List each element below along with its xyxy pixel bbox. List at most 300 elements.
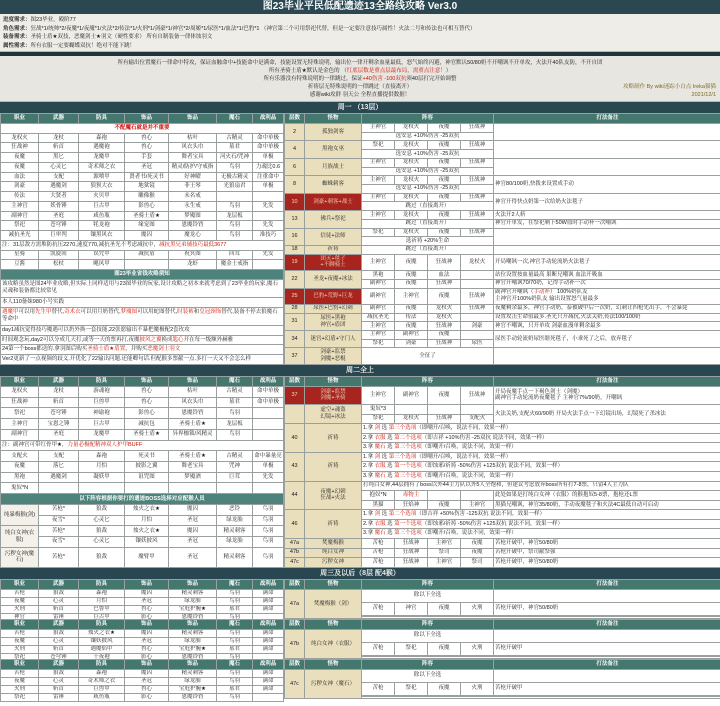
req-progress: [3, 16, 717, 25]
equip-cell: 心灵匕: [39, 162, 79, 172]
credits-date: 2021/12/1: [691, 92, 716, 98]
equip-cell: 神谕袍: [79, 408, 125, 419]
column-header: 饰品: [125, 660, 169, 670]
equip-cell: 满命: [253, 677, 284, 685]
equip-cell: 魔金士戒指: [217, 260, 253, 270]
equip-cell: 兽心: [125, 143, 169, 153]
monster-cell: 信徒+法师: [305, 228, 362, 245]
equipment-table: [0, 619, 284, 662]
equip-cell: 精灵刺客: [169, 670, 217, 678]
equip-cell: 苦枪*: [39, 504, 79, 515]
equip-cell: 墓君: [217, 645, 253, 653]
note-cell: [494, 141, 720, 158]
lineup-cell: 龙权火: [395, 176, 428, 185]
equip-cell: 绿龙胎: [169, 597, 217, 605]
equip-cell: 圣冠: [169, 547, 217, 567]
equip-cell: 鸟羽: [217, 201, 253, 211]
column-header: 职业: [1, 660, 39, 670]
floor-cell: 34: [285, 331, 305, 348]
general-notes-block: [0, 56, 720, 102]
week3-equipment-table: [0, 659, 284, 699]
equip-cell: 心灵: [39, 677, 79, 685]
week3-equipment-table: [0, 579, 284, 619]
equip-cell: 魔囚: [169, 504, 217, 515]
equip-cell: 命中单极: [253, 387, 284, 398]
monster-cell: 佛兵+祭祀: [305, 211, 362, 228]
equip-cell: 减抗包: [125, 419, 169, 430]
equipment-table: [0, 113, 284, 365]
column-header: 层数: [285, 580, 305, 590]
lineup-cell: 主神官: [362, 322, 395, 331]
week3-floor-table: [284, 579, 720, 619]
equip-cell: 地狱镜: [125, 182, 169, 192]
column-header: 层数: [285, 660, 305, 670]
note-cell: 苦枪开破甲，神官50/80奶: [494, 558, 720, 568]
page-title: 图23毕业平民低配遗迹13全路线攻略 Ver3.0: [0, 0, 720, 14]
floor-cell: 46: [285, 510, 305, 539]
column-header: 打法备注: [494, 580, 720, 590]
equip-cell: 梦魇图: [169, 211, 217, 221]
equip-cell: 巨审判: [39, 231, 79, 241]
column-header: 怪物: [305, 114, 362, 124]
equip-cell: 墓君: [217, 397, 253, 408]
wide-note-cell: 2.拿 衣服 选 第一个选项（即蚀邪/祈祷 -50%伤害 +125双抗 说法不同，效果一样）: [362, 462, 720, 472]
lineup-cell: 苦枪: [362, 642, 395, 655]
note-cell: 此处如果是打纯白女神（衣服）的猴抱奴5-8票，抱枪还L票: [494, 491, 720, 501]
equip-cell: 狼裁: [39, 590, 79, 598]
column-header: 职业: [1, 620, 39, 630]
column-header: 阵容: [362, 377, 494, 387]
note-cell: [494, 630, 720, 643]
class-cell: 火刑: [1, 605, 39, 613]
equip-cell: 苍穹锤: [39, 221, 79, 231]
equip-cell: 精灵刺客: [217, 547, 253, 567]
req-text: 所有衣服一定要蝴蝶双抗！绝对不能下跳！: [30, 42, 136, 49]
equip-cell: 命中暴量亮: [253, 451, 284, 462]
equip-cell: 斩首: [39, 685, 79, 693]
equip-cell: 精灵刺客: [169, 590, 217, 598]
column-header: 武器: [39, 114, 79, 124]
req-label: 装备需求：: [3, 34, 31, 40]
lineup-cell: 剑豪: [395, 339, 428, 348]
floor-cell: 10: [285, 193, 305, 210]
lineup-cell: 火刑: [461, 602, 494, 615]
lineup-cell: 狂战神: [461, 176, 494, 185]
equip-cell: 鸟羽: [217, 637, 253, 645]
equip-cell: 绿龙胎: [217, 515, 253, 526]
equip-cell: 满命: [253, 670, 284, 678]
column-header: 防具: [79, 620, 125, 630]
equip-cell: 心灵: [39, 597, 79, 605]
equip-cell: 绿龙胎: [217, 537, 253, 548]
equip-cell: 恶铃: [217, 504, 253, 515]
monster-cell: 蜘蛛刺客: [305, 176, 362, 193]
lineup-cell: 夜魔: [428, 176, 461, 185]
equip-cell: 圣冠: [125, 677, 169, 685]
column-header: 阵容: [362, 620, 494, 630]
equip-cell: 鸟羽: [217, 408, 253, 419]
lineup-cell: 选安息 +10%伤害 -25双抗: [362, 167, 494, 176]
week3-floor-table: [284, 659, 720, 699]
lineup-cell: 跳过（直接离开）: [362, 202, 494, 211]
monster-cell: 夜魔+幻刺 狂战+火法: [305, 481, 362, 510]
floor-cell: 47b: [285, 630, 305, 659]
class-cell: 夜魔: [1, 597, 39, 605]
equip-cell: [253, 192, 284, 202]
week3-floor-table: [284, 619, 720, 659]
equip-cell: 鸟羽: [217, 590, 253, 598]
lineup-cell: 龙权火: [395, 414, 428, 424]
week2-section: [0, 376, 720, 568]
equip-cell: 鸟羽: [217, 597, 253, 605]
note-cell: 神官开嘲讽70/70奶，记得手动补一次: [494, 279, 720, 288]
class-cell: 龙权火: [1, 387, 39, 398]
monster-cell: 月族战士: [305, 158, 362, 175]
note-row: 24第一个boss都送的.拿羽图后购买圣骑士盾★盾置，并购买恶魔剑士羽文: [1, 345, 284, 355]
lineup-cell: 夜魔: [395, 279, 428, 288]
class-cell: 副神官: [1, 211, 39, 221]
equip-cell: [217, 483, 253, 494]
floor-cell: 8: [285, 176, 305, 193]
lineup-cell: 祭司: [461, 558, 494, 568]
lineup-cell: 主神官: [362, 193, 395, 202]
equip-cell: 圣庭: [39, 429, 79, 440]
lineup-cell: 选安息 +10%伤害 -25双抗: [362, 185, 494, 194]
equip-cell: 枯叶: [169, 133, 217, 143]
class-cell: 血法: [1, 172, 39, 182]
equip-cell: 魔囚: [125, 630, 169, 638]
column-header: 饰品: [169, 660, 217, 670]
note-cell: [494, 158, 720, 175]
equip-cell: 兽心: [125, 387, 169, 398]
equip-cell: 未名戒: [169, 192, 217, 202]
equip-cell: 龙杖: [39, 133, 79, 143]
equip-cell: 兽心: [125, 133, 169, 143]
equipment-table: [0, 659, 284, 702]
equip-cell: 巴鲁甲: [79, 605, 125, 613]
equip-cell: 鸟羽: [253, 504, 284, 515]
equip-cell: 命中单极: [253, 143, 284, 153]
wide-note-cell: 1.拿 剑 选 第二个选项（即吉祥 +50%伤害 -125双抗 说法不同，效果一样）: [362, 510, 720, 520]
equip-cell: 死灵书: [125, 451, 169, 462]
lineup-cell: 夜魔: [461, 539, 494, 549]
lineup-cell: 龙权火: [428, 304, 461, 313]
equip-cell: 咒神: [217, 462, 253, 473]
lineup-cell: 夜魔: [395, 304, 428, 313]
equip-cell: 好神曜: [169, 172, 217, 182]
wide-note-cell: 1.拿 剑 选 第三个选项（即嘲开/召唤，说法不同，效果一样）: [362, 424, 720, 434]
column-header: 层数: [285, 114, 305, 124]
banner-teal: 以下阵容根据你要打的遗迹BOSS选择对应配猴人员: [1, 494, 284, 505]
equip-cell: 鸟羽: [253, 547, 284, 567]
class-cell: 苦枪: [1, 670, 39, 678]
general-note-line: 所有输出位置魔石一律命中特攻，保证血触命中+技能命中是满命，技能设置无特殊说明，输出位一律开剩余血量最低，怒气始终闪避，神官默认50/80奶不开嘲讽不开单攻，火法开40队友防，不开自团: [117, 60, 603, 66]
equip-cell: 鸟羽: [253, 515, 284, 526]
lineup-cell: 狂战神: [428, 339, 461, 348]
lineup-cell: 夜魔: [428, 124, 461, 133]
floor-cell: 47c: [285, 670, 305, 699]
class-cell: 支配火: [1, 451, 39, 462]
floor-cell: 16: [285, 228, 305, 245]
section-bar-week1: 周一 （13层）: [0, 102, 720, 113]
equipment-table: [0, 579, 284, 622]
wide-note-cell: 3.拿 魔石 选 第三个选项（即嘲开/召唤，说法不同，效果一样）: [362, 529, 720, 539]
lineup-cell: 苦枪: [362, 602, 395, 615]
equip-cell: 奇术师之衣: [79, 677, 125, 685]
equip-cell: 巨兽甲: [79, 685, 125, 693]
equip-cell: 兽心: [125, 645, 169, 653]
equip-cell: 宝庭护腕★: [169, 645, 217, 653]
floor-cell: 47a: [285, 590, 305, 619]
floor-cell: 40: [285, 424, 305, 453]
lineup-cell: 主神官: [461, 500, 494, 510]
column-header: 阵容: [362, 660, 494, 670]
class-cell: 减抗圣光: [1, 231, 39, 241]
class-cell: 神官: [1, 613, 39, 621]
column-header: 打法备注: [494, 114, 720, 124]
column-header: 防具: [79, 114, 125, 124]
floor-table: [284, 659, 720, 699]
note-cell: 神官80/100奶,快拨来设置成手动: [494, 176, 720, 193]
note-cell: 黑猫兄嘲讽，神官35/80奶，手动夜魔毯子和火法4C最低自动可启动: [494, 500, 720, 510]
lineup-cell: 跳过（直接离开）: [362, 219, 494, 228]
equip-cell: 墓君: [217, 685, 253, 693]
week3-subtable-1: [0, 579, 720, 619]
equip-cell: 斩首: [39, 397, 79, 408]
equip-cell: 巨古甲: [79, 613, 125, 621]
lineup-cell: 祭祀: [362, 339, 395, 348]
equip-cell: 鸟羽: [217, 613, 253, 621]
equip-cell: 恩魔铃铛: [169, 221, 217, 231]
lineup-cell: 苦枪: [362, 539, 395, 549]
lineup-cell: 狂战神: [461, 387, 494, 405]
equip-cell: 绿龙胎: [169, 637, 217, 645]
equip-cell: 千夜袍: [79, 653, 125, 661]
floor-cell: 43: [285, 452, 305, 481]
wide-note-cell: 3.拿 魔石 选 第三个选项（即嘲开/召唤，说法不同，效果一样）: [362, 443, 720, 453]
req-roles: [3, 25, 717, 34]
equip-cell: 镶妖披风: [125, 537, 169, 548]
lineup-cell: 夜魔: [428, 602, 461, 615]
equip-cell: 舞者宝具: [169, 153, 217, 163]
lineup-cell: 副神官: [395, 387, 428, 405]
class-cell: 副神官: [1, 429, 39, 440]
equip-cell: 圣庭: [39, 211, 79, 221]
equip-cell: 影心: [125, 653, 169, 661]
boss-group-label: 纯白女神(衣服): [1, 526, 39, 547]
class-cell: 星骑: [1, 250, 39, 260]
wide-note-cell: 打纯白女神,44层拥有了boss以外44主力队以外5人全饱和，但建议考虑放弃boss所有打7-8票，只留4人主力队: [362, 481, 720, 491]
equip-cell: 准技巧: [253, 231, 284, 241]
class-cell: 主神官: [1, 419, 39, 430]
column-header: 打法备注: [494, 660, 720, 670]
credits: [623, 83, 716, 99]
note-cell: 神官开单发，在祭祀剩下50W血时手动补一次嘲讽: [494, 219, 720, 228]
column-header: 打法备注: [494, 620, 720, 630]
monster-cell: 尿医+黑袍 神官+盾团: [305, 313, 362, 330]
lineup-cell: 跳过（直接离开）: [362, 246, 494, 255]
equip-cell: 烛火之衣★: [79, 630, 125, 638]
boss-group-label: 纯暴梅猴(剑): [1, 504, 39, 525]
equip-cell: 雷锤: [39, 613, 79, 621]
equip-cell: 龙虾: [169, 260, 217, 270]
class-cell: 火刑: [1, 645, 39, 653]
equip-cell: 满命: [253, 605, 284, 613]
lineup-cell: 神官: [395, 602, 428, 615]
lineup-cell: [428, 491, 461, 501]
floor-cell: 6: [285, 158, 305, 175]
class-cell: 夜魔: [1, 677, 39, 685]
equip-cell: [253, 693, 284, 701]
equip-cell: 夜雪*: [39, 515, 79, 526]
equip-cell: 镶黑风衣: [79, 231, 125, 241]
equip-cell: 凝妖甲: [79, 472, 125, 483]
lineup-cell: 祭祀: [362, 141, 395, 150]
general-note-line: 感谢wiki攻群 羽天公 全程直播提供数据！: [309, 92, 411, 98]
note-cell: 苦枪开破甲: [494, 642, 720, 655]
equip-cell: 森袍: [79, 590, 125, 598]
lineup-cell: 毒物主: [395, 491, 428, 501]
equip-cell: 光狼扇君: [217, 182, 253, 192]
equip-cell: 龙层板: [217, 211, 253, 221]
floor-cell: 31: [285, 313, 305, 330]
note-row: day1减抗觉得技巧魔遇可以扔外换一套技能,22张愿输出不暴把魔极配2套玫攻: [1, 325, 284, 335]
week1-section: [0, 113, 720, 365]
lineup-cell: 狂战神: [461, 288, 494, 304]
lineup-cell: 主神官: [362, 158, 395, 167]
equip-cell: 满命: [253, 590, 284, 598]
equip-cell: 龙杖: [39, 387, 79, 398]
equip-cell: 斩首: [39, 645, 79, 653]
wide-note-cell: 1.拿 剑 选 第三个选项（即嘲开/召唤，说法不同，效果一样）: [362, 452, 720, 462]
equip-cell: 鸟羽: [217, 162, 253, 172]
equip-cell: 缘宠图: [125, 221, 169, 231]
note-row: 该攻略虽然是图24毕业攻略,但实际上同样适用与23图毕业的玩家,设计攻略之初本来就考虑到了23毕业的玩家,魔石灵魂和装备都比较常见: [1, 279, 284, 297]
equip-cell: 圣冠: [169, 515, 217, 526]
equip-cell: 火贝甲: [79, 192, 125, 202]
column-header: 战利品: [253, 377, 284, 387]
class-cell: 夜魔: [1, 162, 39, 172]
monster-cell: 祈祷: [305, 510, 362, 539]
column-header: 怪物: [305, 660, 362, 670]
equip-cell: 魔囚: [125, 231, 169, 241]
equip-cell: 枯叶: [169, 387, 217, 398]
column-header: 打法备注: [494, 377, 720, 387]
week3-subtable-2: [0, 619, 720, 659]
equip-cell: 手套: [125, 153, 169, 163]
monster-cell: 巴豹+荒野+巨龙: [305, 288, 362, 304]
equip-cell: 镶妖披风: [79, 637, 125, 645]
lineup-cell: 选安息 +10%伤害 -25双抗: [362, 132, 494, 141]
equip-cell: 兽心: [125, 685, 169, 693]
lineup-cell: 火刑: [461, 682, 494, 695]
equip-cell: 斩首: [39, 143, 79, 153]
class-cell: 夜魔: [1, 153, 39, 163]
equip-cell: 命中单极: [253, 133, 284, 143]
lineup-cell: 狂战神: [461, 228, 494, 237]
equip-cell: 夜雪*: [39, 537, 79, 548]
monster-cell: 污秽女神: [305, 558, 362, 568]
class-cell: 主神官: [1, 201, 39, 211]
equip-cell: 龙魔甲: [79, 153, 125, 163]
column-header: 饰品: [169, 377, 217, 387]
equip-cell: 误咒甲: [79, 250, 125, 260]
lineup-cell: 剑豪: [461, 322, 494, 331]
lineup-cell: 狂战神: [461, 124, 494, 133]
lineup-cell: 主神官: [362, 387, 395, 405]
lineup-cell: 夜魔: [428, 228, 461, 237]
equip-cell: 月怕: [79, 597, 125, 605]
equip-cell: [125, 483, 169, 494]
equip-cell: 影心: [125, 613, 169, 621]
equip-cell: [253, 260, 284, 270]
column-header: 层数: [285, 620, 305, 630]
equip-cell: 魔臂甲: [125, 547, 169, 567]
equip-cell: 先发: [253, 250, 284, 260]
floor-table: [284, 113, 720, 365]
lineup-cell: 副神官: [362, 304, 395, 313]
banner-red: 不配魔石就是并不重要: [1, 124, 284, 134]
equip-cell: 龙魔甲: [79, 429, 125, 440]
equip-cell: 苦枪*: [39, 526, 79, 537]
note-cell: 苦枪开破甲: [494, 682, 720, 695]
lineup-cell: 祭祀: [362, 228, 395, 237]
column-header: 饰品: [169, 580, 217, 590]
equip-cell: 满命: [253, 685, 284, 693]
column-header: 饰品: [125, 377, 169, 387]
floor-cell: 37: [285, 387, 305, 405]
note-cell: 火法开2人斩: [494, 211, 720, 220]
equip-cell: 舞老宝具: [169, 462, 217, 473]
equip-cell: 大贤者: [39, 192, 79, 202]
lineup-cell: 祭祀: [395, 642, 428, 655]
note-cell: 站位设置按血量最高 果断兄嘲讽 血法开吸血: [494, 271, 720, 280]
section-bar-week3: 周三及以后（8层 配4猴）: [0, 568, 720, 579]
equip-cell: 巨古甲: [79, 419, 125, 430]
lineup-cell: 狂战神: [461, 158, 494, 167]
lineup-cell: 主神官: [428, 539, 461, 549]
equip-cell: 圣冠: [125, 597, 169, 605]
req-label: 进度需求：: [3, 17, 31, 23]
monster-cell: 焚魔梅猴（剑）: [305, 590, 362, 619]
column-header: 武器: [39, 377, 79, 387]
column-header: 阵容: [362, 114, 494, 124]
equipment-table: [0, 376, 284, 568]
credits-author: 攻略制作 By wiki迷踪小白点 Ireka猫猫: [623, 84, 716, 90]
lineup-cell: [395, 404, 428, 414]
class-cell: 狂战神: [1, 143, 39, 153]
monster-cell: 剑豪+监禁 剑魔+恶棍: [305, 348, 362, 365]
equip-cell: 披影之翼: [125, 462, 169, 473]
floor-cell: 47c: [285, 558, 305, 568]
class-cell: 祭祀: [1, 221, 39, 231]
lineup-cell: 全征了: [362, 348, 494, 365]
lineup-cell: 主神官: [395, 288, 428, 304]
equip-cell: 鸟羽: [217, 231, 253, 241]
equip-cell: 圣骑士盾★: [125, 211, 169, 221]
note-cell: 火法关奶,支配火60/90奶 开局火法手点一下幻镜出场，幻镜死了杀冰法: [494, 404, 720, 423]
equip-cell: 斩首: [39, 605, 79, 613]
lineup-cell: 狂战神: [461, 304, 494, 313]
equip-cell: 先发: [253, 201, 284, 211]
lineup-cell: 夜魔: [428, 387, 461, 405]
class-cell: 狂战神: [1, 397, 39, 408]
lineup-cell: 传法: [395, 313, 428, 322]
note-cell: [494, 348, 720, 365]
equip-cell: 圣骑士盾★: [125, 429, 169, 440]
equip-cell: 支配: [39, 172, 79, 182]
lineup-cell: 主神官: [362, 176, 395, 185]
